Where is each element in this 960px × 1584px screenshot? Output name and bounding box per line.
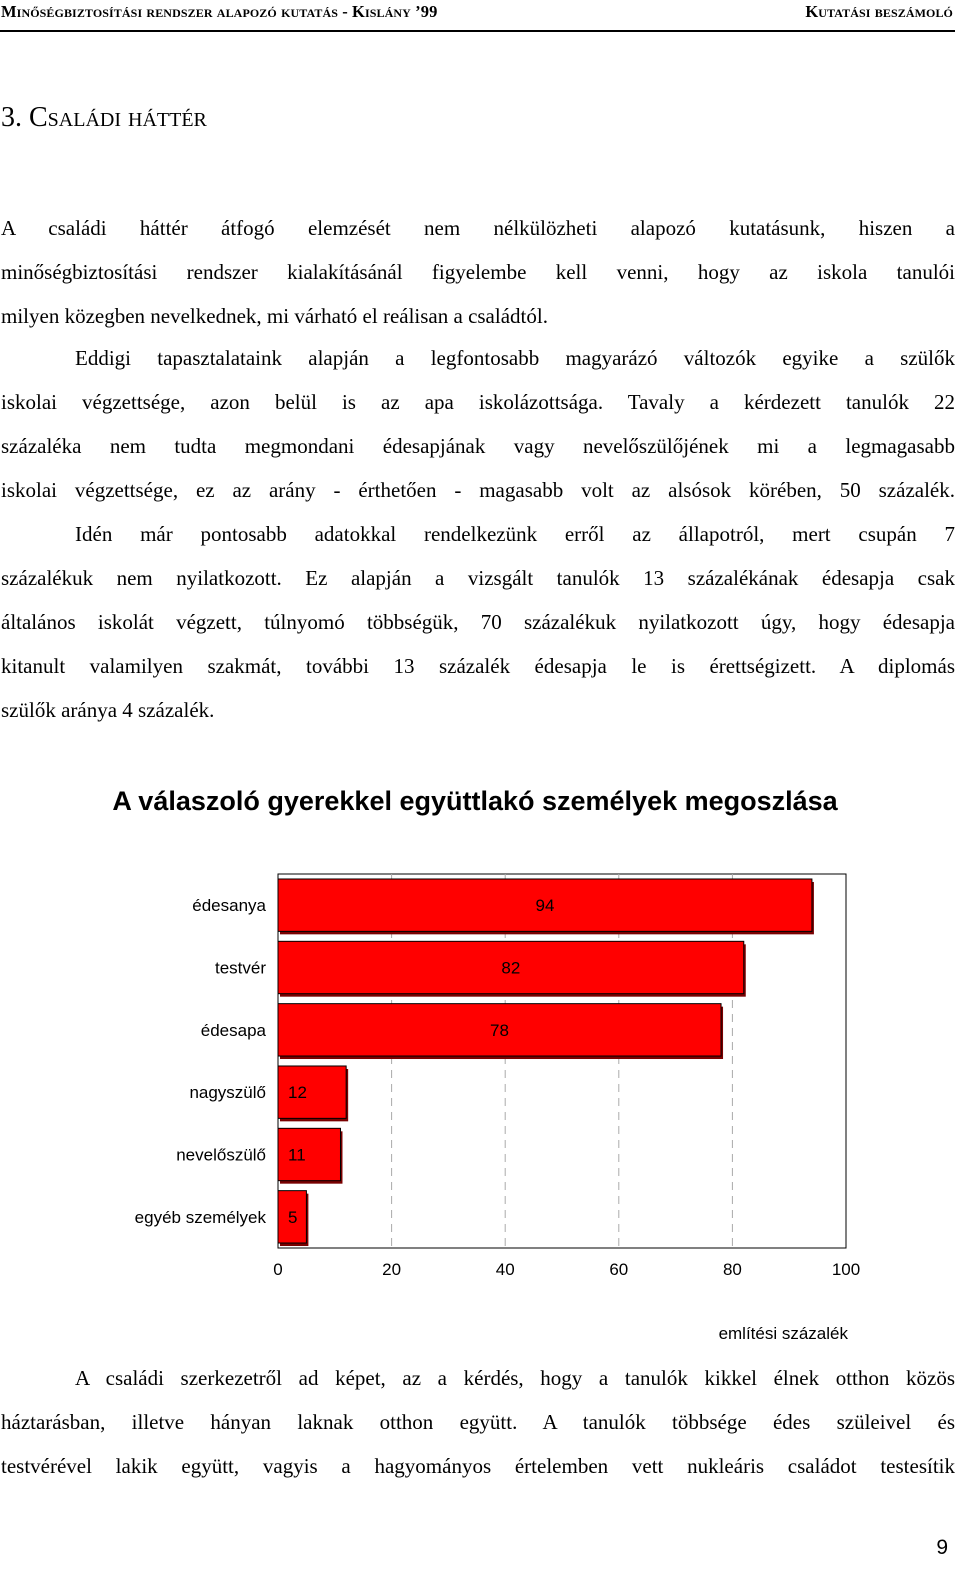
text-line: százaléka nem tudta megmondani édesapjának vagy nevelőszülőjének mi a legmagasabb <box>1 434 955 458</box>
text-line: szülők aránya 4 százalék. <box>1 698 215 722</box>
text-line: minőségbiztosítási rendszer kialakításánál figyelembe kell venni, hogy az iskola tanulói <box>1 260 955 284</box>
text-line: iskolai végzettsége, ez az arány - érthetően - magasabb volt az alsósok körében, 50 százalék. <box>1 478 955 502</box>
text-line: A családi szerkezetről ad képet, az a kérdés, hogy a tanulók kikkel élnek otthon közös <box>75 1366 955 1390</box>
data-label: 11 <box>288 1145 306 1165</box>
category-label: édesanya <box>192 896 266 916</box>
category-label: egyéb személyek <box>134 1207 266 1227</box>
data-label: 94 <box>535 896 555 916</box>
chart-title: A válaszoló gyerekkel együttlakó személyek megoszlása <box>112 786 838 816</box>
x-tick-label: 80 <box>722 1260 742 1279</box>
header-report-type: Kutatási beszámoló <box>805 2 953 21</box>
text-line: Idén már pontosabb adatokkal rendelkezünk erről az állapotról, mert csupán 7 <box>75 522 955 546</box>
text-line: kitanult valamilyen szakmát, további 13 százalék édesapja le is érettségizett. A diplomás <box>1 654 955 678</box>
category-label: édesapa <box>200 1020 266 1040</box>
paragraph-family-structure <box>1 1356 955 1488</box>
text-line: milyen közegben nevelkednek, mi várható el reálisan a családtól. <box>1 304 548 328</box>
paragraph-intro <box>1 206 955 338</box>
x-tick-label: 60 <box>609 1260 629 1279</box>
section-title: 3. Családi háttér <box>1 102 207 133</box>
x-tick-label: 100 <box>831 1260 861 1279</box>
text-line: Eddigi tapasztalataink alapján a legfontosabb magyarázó változók egyike a szülők <box>75 346 955 370</box>
category-label: testvér <box>214 958 266 978</box>
x-tick-label: 40 <box>495 1260 515 1279</box>
text-line: A családi háttér átfogó elemzését nem nélkülözheti alapozó kutatásunk, hiszen a <box>1 216 955 240</box>
text-line: iskolai végzettsége, azon belül is az apa iskolázottsága. Tavaly a kérdezett tanulók 22 <box>1 390 955 414</box>
household-bar-chart <box>0 860 960 1350</box>
x-tick-label: 20 <box>382 1260 402 1279</box>
text-line: általános iskolát végzett, túlnyomó többségük, 70 százalékuk nyilatkozott úgy, hogy édesapja <box>1 610 955 634</box>
text-line: százalékuk nem nyilatkozott. Ez alapján a vizsgált tanulók 13 százalékának édesapja csak <box>1 566 955 590</box>
text-line: testvérével lakik együtt, vagyis a hagyományos értelemben vett nukleáris családot testesítik <box>1 1454 955 1478</box>
running-header <box>0 0 955 32</box>
header-report-title: Minőségbiztosítási rendszer alapozó kutatás - Kislány ’99 <box>1 2 438 21</box>
data-label: 12 <box>288 1083 307 1103</box>
category-label: nagyszülő <box>189 1083 266 1103</box>
data-label: 82 <box>501 958 521 978</box>
x-tick-label: 0 <box>273 1260 283 1279</box>
data-label: 5 <box>288 1207 298 1227</box>
x-axis-title: említési százalék <box>718 1324 848 1343</box>
page-number: 9 <box>936 1536 948 1559</box>
paragraph-education <box>1 336 955 732</box>
category-label: nevelőszülő <box>176 1145 266 1165</box>
text-line: háztarásban, illetve hányan laknak otthon együtt. A tanulók többsége édes szüleivel és <box>1 1410 955 1434</box>
data-label: 78 <box>490 1020 509 1040</box>
